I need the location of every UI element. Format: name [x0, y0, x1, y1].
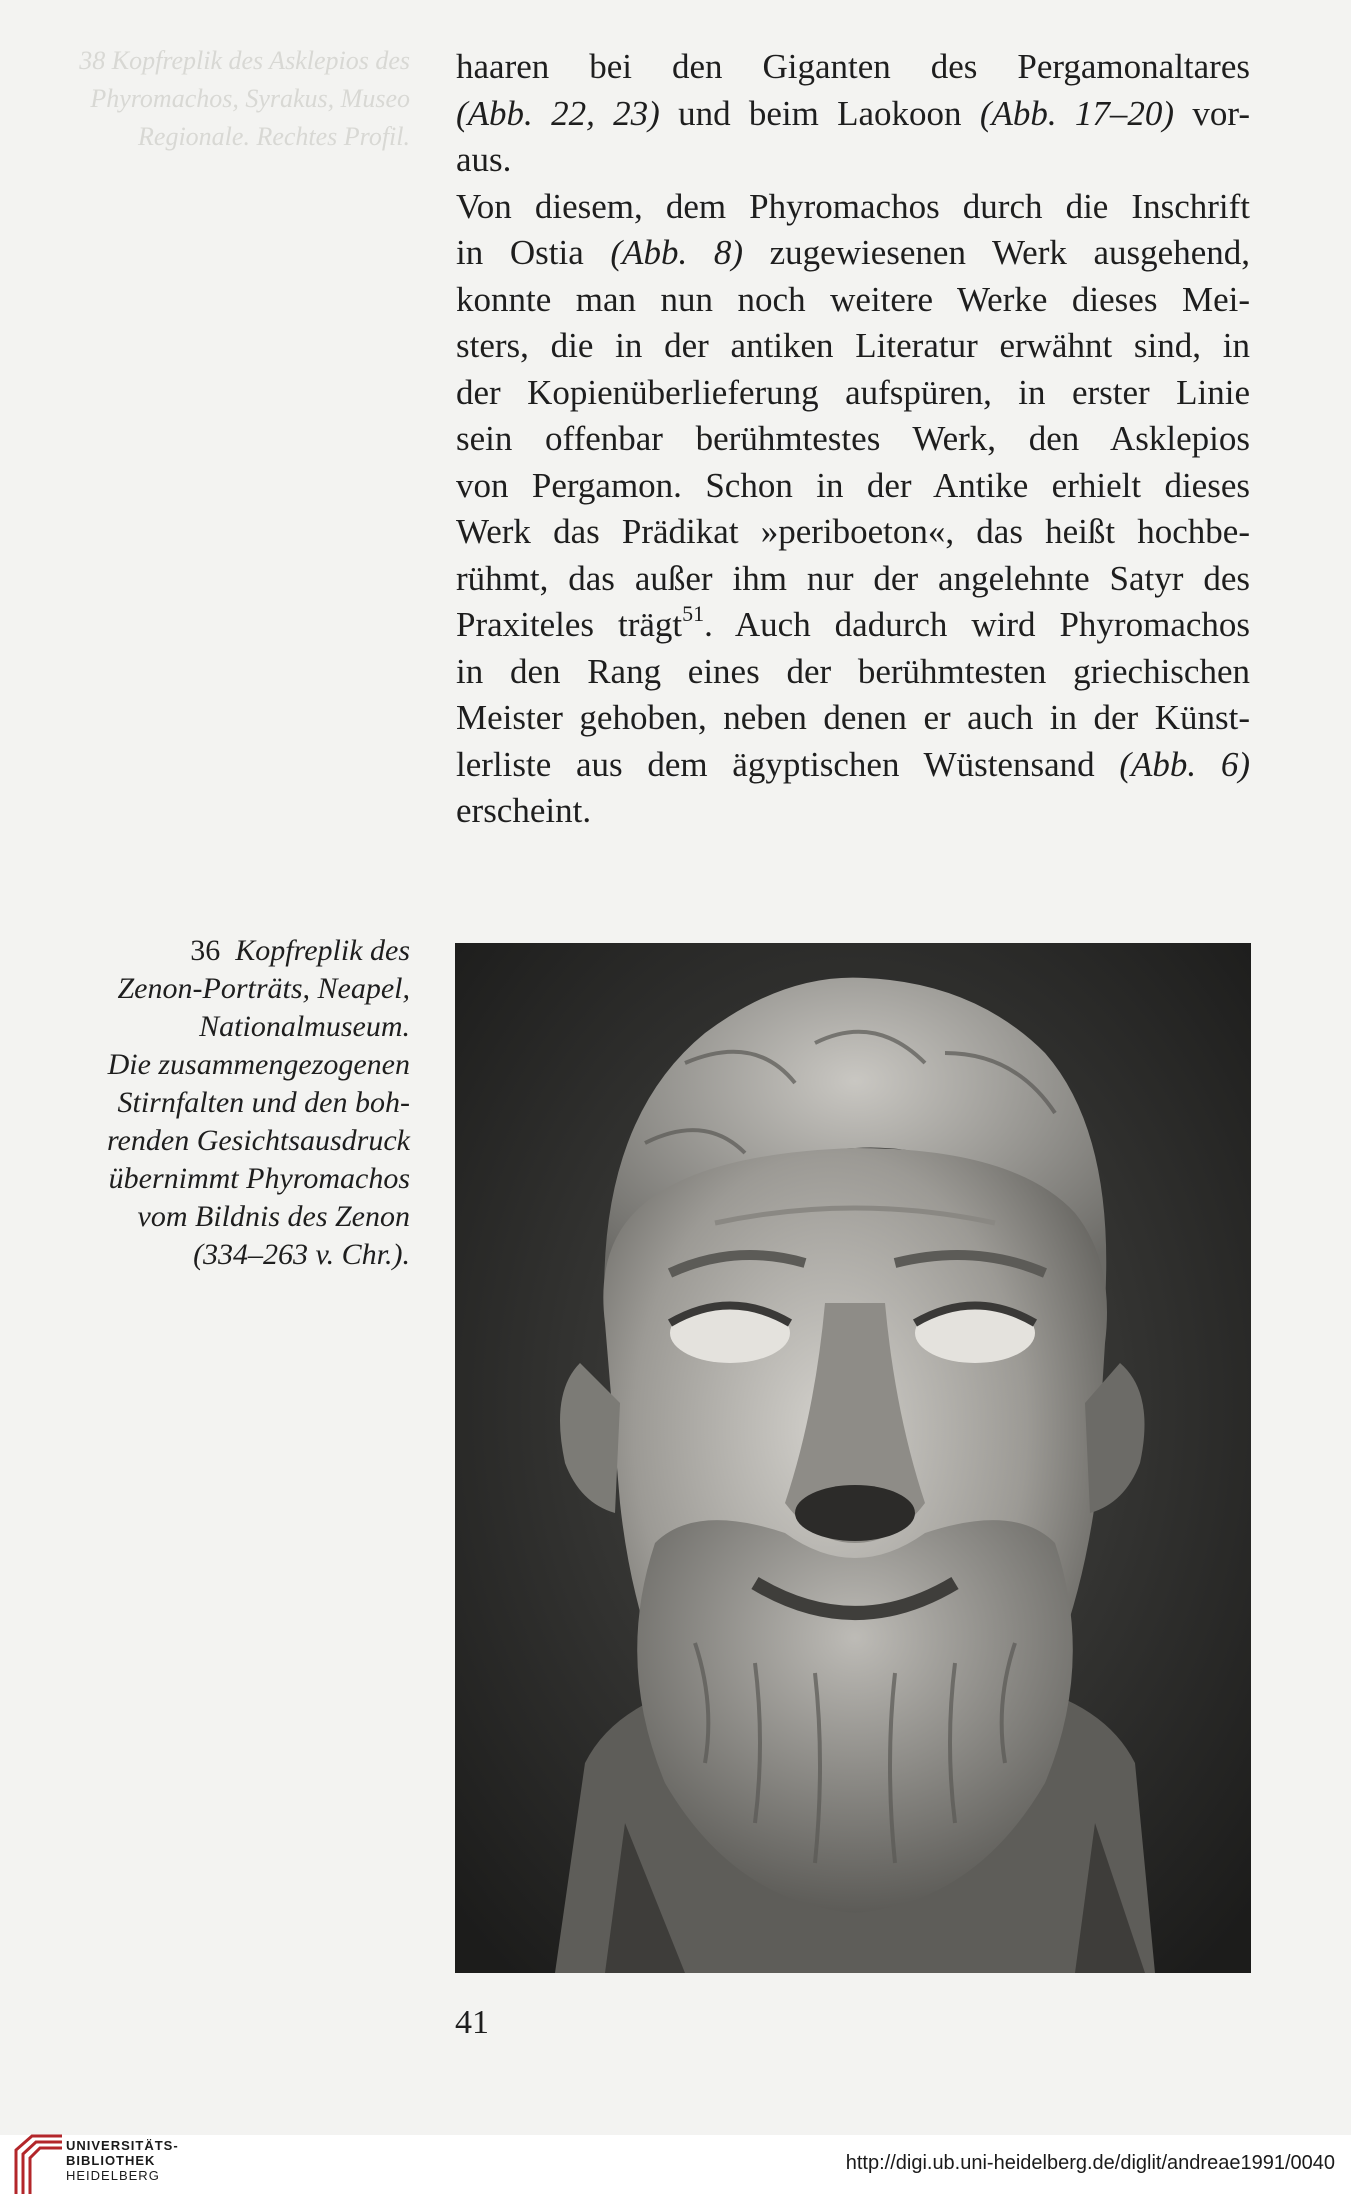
text-line: aus. — [456, 140, 512, 179]
text-line: haaren bei den Giganten des Pergamonaltares — [456, 47, 1250, 86]
footnote-marker: 51 — [682, 601, 705, 627]
text-line: Von diesem, dem Phyromachos durch die Inschrift — [456, 186, 1250, 226]
body-text — [456, 44, 1250, 835]
text-line: (Abb. 22, 23) und beim Laokoon (Abb. 17–20) vor- — [456, 93, 1250, 133]
show-through-caption: 38 Kopfreplik des Asklepios des Phyromachos, Syrakus, Museo Regionale. Rechtes Profil. — [79, 46, 410, 151]
text-line: in den Rang eines der berühmtesten griechischen — [456, 651, 1250, 691]
figure-ref: (Abb. 22, 23) — [456, 93, 660, 133]
text-line: in Ostia (Abb. 8) zugewiesenen Werk ausgehend, — [456, 233, 1250, 272]
figure-ref: (Abb. 17–20) — [979, 93, 1175, 133]
text-line: sters, die in der antiken Literatur erwähnt sind, in — [456, 326, 1250, 365]
figure-number: 36 — [190, 934, 221, 967]
text-line: Praxiteles trägt$^{51}$. Auch dadurch wird Phyromachos — [456, 601, 1251, 644]
figure-caption: 36 Kopfreplik des Zenon-Porträts, Neapel, Nationalmuseum. Die zusammengezogenen Stirnfalten und den boh- renden Gesichtsausdruck übernimmt Phyromachos vom Bildnis des Zenon (334–263 v. Chr.). — [107, 934, 410, 1271]
text-line: der Kopienüberlieferung aufspüren, in erster Linie — [456, 372, 1250, 412]
zenon-bust-photo — [455, 943, 1251, 1973]
text-line: sein offenbar berühmtestes Werk, den Asklepios — [456, 419, 1250, 458]
text-line: von Pergamon. Schon in der Antike erhielt dieses — [456, 465, 1250, 505]
text-line: Werk das Prädikat »periboeton«, das heißt hochbe- — [456, 512, 1250, 551]
text-line: rühmt, das außer ihm nur der angelehnte Satyr des — [456, 558, 1250, 598]
text-line: erscheint. — [456, 791, 592, 830]
page-number: 41 — [455, 2004, 489, 2041]
figure-ref: (Abb. 8) — [610, 233, 743, 272]
text-line: Meister gehoben, neben denen er auch in der Künst- — [456, 698, 1250, 737]
text-line: konnte man nun noch weitere Werke dieses Mei- — [456, 279, 1250, 319]
library-logo-text: UNIVERSITÄTS- BIBLIOTHEK HEIDELBERG — [66, 2138, 179, 2183]
source-url[interactable]: http://digi.ub.uni-heidelberg.de/diglit/andreae1991/0040 — [845, 2152, 1335, 2174]
figure-ref: (Abb. 6) — [1119, 744, 1250, 784]
text-line: lerliste aus dem ägyptischen Wüstensand (Abb. 6) — [456, 744, 1250, 784]
